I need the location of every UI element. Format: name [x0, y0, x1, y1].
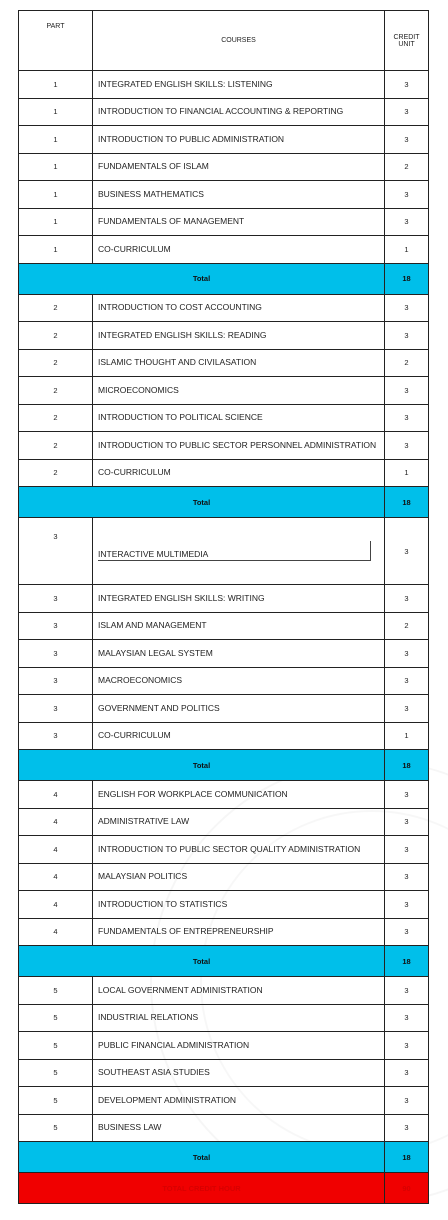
credit-cell: 3: [385, 1032, 429, 1060]
course-cell: [93, 181, 385, 209]
part-cell: 1: [19, 181, 93, 209]
part-cell: 1: [19, 153, 93, 181]
course-cell: [93, 836, 385, 864]
course-name: ENGLISH FOR WORKPLACE COMMUNICATION: [98, 788, 288, 799]
part-cell: 3: [19, 722, 93, 750]
header-credit-unit: [385, 11, 429, 71]
table-row: [19, 459, 429, 487]
table-row: [19, 918, 429, 946]
credit-cell: 3: [385, 71, 429, 99]
credit-cell: 3: [385, 1004, 429, 1032]
grand-total-label: TOTAL CREDIT HOUR: [19, 1173, 385, 1204]
total-label: Total: [19, 946, 385, 977]
total-row: [19, 1142, 429, 1173]
part-cell: 2: [19, 432, 93, 460]
credit-cell: 3: [385, 98, 429, 126]
course-cell: [93, 98, 385, 126]
credit-cell: 3: [385, 404, 429, 432]
course-cell: [93, 640, 385, 668]
credit-cell: 3: [385, 836, 429, 864]
credit-cell: 3: [385, 432, 429, 460]
course-name: MALAYSIAN LEGAL SYSTEM: [98, 647, 213, 658]
part-cell: 5: [19, 1114, 93, 1142]
credit-cell: 3: [385, 863, 429, 891]
course-name: SOUTHEAST ASIA STUDIES: [98, 1067, 210, 1078]
part-cell: 4: [19, 808, 93, 836]
part-cell: 5: [19, 1059, 93, 1087]
table-row: [19, 891, 429, 919]
course-name: INTRODUCTION TO PUBLIC ADMINISTRATION: [98, 133, 285, 144]
part-cell: 1: [19, 71, 93, 99]
total-credit: 18: [385, 263, 429, 294]
course-name: INTRODUCTION TO STATISTICS: [98, 898, 228, 909]
table-row: [19, 612, 429, 640]
course-name: ADMINISTRATIVE LAW: [98, 816, 190, 827]
course-cell: [93, 891, 385, 919]
course-cell: [93, 1114, 385, 1142]
course-cell: [93, 918, 385, 946]
course-name: INTERACTIVE MULTIMEDIA: [98, 541, 371, 561]
credit-cell: 3: [385, 918, 429, 946]
total-label: Total: [19, 1142, 385, 1173]
table-row: [19, 322, 429, 350]
part-cell: 2: [19, 294, 93, 322]
course-cell: [93, 695, 385, 723]
course-cell: [93, 459, 385, 487]
credit-cell: 1: [385, 459, 429, 487]
course-name: CO-CURRICULUM: [98, 467, 171, 478]
credit-cell: 1: [385, 236, 429, 264]
course-cell: [93, 1004, 385, 1032]
table-row: [19, 640, 429, 668]
credit-cell: 3: [385, 208, 429, 236]
total-credit: 18: [385, 487, 429, 518]
part-cell: 4: [19, 863, 93, 891]
table-row: [19, 1032, 429, 1060]
header-credit-line1: CREDIT: [393, 33, 420, 41]
part-cell: 3: [19, 667, 93, 695]
course-name: MICROECONOMICS: [98, 384, 179, 395]
part-cell: 2: [19, 404, 93, 432]
credit-cell: 3: [385, 126, 429, 154]
course-name: FUNDAMENTALS OF ISLAM: [98, 161, 209, 172]
table-row: [19, 98, 429, 126]
course-name: INTRODUCTION TO PUBLIC SECTOR PERSONNEL ADMINISTRATION: [98, 439, 377, 450]
course-cell: [93, 153, 385, 181]
part-cell: 3: [19, 585, 93, 613]
course-name: INDUSTRIAL RELATIONS: [98, 1012, 199, 1023]
table-row: [19, 126, 429, 154]
grand-total-credit: 90: [385, 1173, 429, 1204]
course-name: INTRODUCTION TO COST ACCOUNTING: [98, 302, 262, 313]
credit-cell: 2: [385, 153, 429, 181]
part-cell: 3: [19, 695, 93, 723]
total-credit: 18: [385, 946, 429, 977]
credit-table: [18, 10, 429, 1204]
course-name: ISLAMIC THOUGHT AND CIVILASATION: [98, 357, 257, 368]
header-credit-line2: UNIT: [398, 40, 415, 48]
part-cell: 4: [19, 891, 93, 919]
course-cell: [93, 1032, 385, 1060]
table-row: [19, 518, 429, 585]
course-name: LOCAL GOVERNMENT ADMINISTRATION: [98, 984, 263, 995]
grand-total-row: [19, 1173, 429, 1204]
table-row: [19, 585, 429, 613]
part-cell: 4: [19, 781, 93, 809]
course-name: DEVELOPMENT ADMINISTRATION: [98, 1094, 237, 1105]
total-credit: 18: [385, 1142, 429, 1173]
part-cell: 5: [19, 1087, 93, 1115]
course-name: ISLAM AND MANAGEMENT: [98, 620, 207, 631]
course-name: PUBLIC FINANCIAL ADMINISTRATION: [98, 1039, 250, 1050]
credit-cell: 3: [385, 1087, 429, 1115]
course-cell: [93, 722, 385, 750]
course-name: INTEGRATED ENGLISH SKILLS: WRITING: [98, 592, 265, 603]
total-label: Total: [19, 263, 385, 294]
table-row: [19, 377, 429, 405]
part-cell: 2: [19, 349, 93, 377]
course-name: GOVERNMENT AND POLITICS: [98, 702, 220, 713]
course-name: INTEGRATED ENGLISH SKILLS: READING: [98, 329, 267, 340]
credit-cell: 2: [385, 612, 429, 640]
part-cell: 4: [19, 918, 93, 946]
part-cell: 2: [19, 377, 93, 405]
header-courses: COURSES: [93, 11, 385, 71]
part-cell: 1: [19, 98, 93, 126]
part-cell: 1: [19, 236, 93, 264]
course-cell: [93, 1059, 385, 1087]
course-cell: [93, 781, 385, 809]
course-cell: [93, 432, 385, 460]
table-row: [19, 1114, 429, 1142]
credit-cell: 2: [385, 349, 429, 377]
part-cell: 5: [19, 1004, 93, 1032]
credit-cell: 3: [385, 181, 429, 209]
course-name: INTRODUCTION TO FINANCIAL ACCOUNTING & REPORTING: [98, 106, 344, 117]
table-row: [19, 181, 429, 209]
table-row: [19, 836, 429, 864]
course-name: INTEGRATED ENGLISH SKILLS: LISTENING: [98, 78, 273, 89]
total-row: [19, 487, 429, 518]
header-row: [19, 11, 429, 71]
course-cell: [93, 612, 385, 640]
table-row: [19, 404, 429, 432]
credit-cell: 3: [385, 1114, 429, 1142]
credit-cell: 3: [385, 377, 429, 405]
credit-cell: 3: [385, 640, 429, 668]
course-name: MALAYSIAN POLITICS: [98, 871, 188, 882]
course-cell: [93, 236, 385, 264]
part-cell: 3: [19, 612, 93, 640]
course-cell: [93, 208, 385, 236]
course-cell: [93, 322, 385, 350]
part-cell: 5: [19, 1032, 93, 1060]
table-row: [19, 71, 429, 99]
credit-cell: 3: [385, 322, 429, 350]
course-cell: [93, 667, 385, 695]
course-cell: [93, 126, 385, 154]
credit-cell: 3: [385, 585, 429, 613]
course-name: BUSINESS MATHEMATICS: [98, 188, 204, 199]
course-cell: [93, 518, 385, 585]
course-cell: [93, 977, 385, 1005]
table-row: [19, 667, 429, 695]
table-row: [19, 208, 429, 236]
total-row: [19, 946, 429, 977]
credit-cell: 3: [385, 781, 429, 809]
course-cell: [93, 71, 385, 99]
table-row: [19, 1087, 429, 1115]
course-cell: [93, 294, 385, 322]
credit-cell: 3: [385, 977, 429, 1005]
table-row: [19, 153, 429, 181]
table-row: [19, 695, 429, 723]
course-name: BUSINESS LAW: [98, 1122, 162, 1133]
course-name: FUNDAMENTALS OF MANAGEMENT: [98, 216, 245, 227]
course-cell: [93, 808, 385, 836]
table-row: [19, 236, 429, 264]
total-label: Total: [19, 750, 385, 781]
table-row: [19, 781, 429, 809]
part-cell: 3: [19, 518, 93, 585]
header-part: PART: [19, 11, 93, 71]
part-cell: 5: [19, 977, 93, 1005]
course-name: CO-CURRICULUM: [98, 730, 171, 741]
part-cell: 3: [19, 640, 93, 668]
table-row: [19, 977, 429, 1005]
part-cell: 1: [19, 126, 93, 154]
table-body: [19, 71, 429, 1204]
course-name: INTRODUCTION TO POLITICAL SCIENCE: [98, 412, 263, 423]
course-cell: [93, 863, 385, 891]
credit-cell: 1: [385, 722, 429, 750]
course-name: FUNDAMENTALS OF ENTREPRENEURSHIP: [98, 926, 274, 937]
part-cell: 2: [19, 459, 93, 487]
credit-cell: 3: [385, 667, 429, 695]
course-name: INTRODUCTION TO PUBLIC SECTOR QUALITY ADMINISTRATION: [98, 843, 361, 854]
table-row: [19, 1004, 429, 1032]
credit-cell: 3: [385, 518, 429, 585]
credit-cell: 3: [385, 808, 429, 836]
course-name: CO-CURRICULUM: [98, 243, 171, 254]
part-cell: 1: [19, 208, 93, 236]
table-row: [19, 432, 429, 460]
course-cell: [93, 1087, 385, 1115]
credit-cell: 3: [385, 294, 429, 322]
credit-cell: 3: [385, 695, 429, 723]
course-cell: [93, 349, 385, 377]
course-cell: [93, 585, 385, 613]
table-row: [19, 349, 429, 377]
total-credit: 18: [385, 750, 429, 781]
course-cell: [93, 404, 385, 432]
course-cell: [93, 377, 385, 405]
table-row: [19, 722, 429, 750]
part-cell: 2: [19, 322, 93, 350]
credit-cell: 3: [385, 891, 429, 919]
credit-cell: 3: [385, 1059, 429, 1087]
total-row: [19, 263, 429, 294]
table-row: [19, 294, 429, 322]
table-row: [19, 808, 429, 836]
total-row: [19, 750, 429, 781]
table-row: [19, 1059, 429, 1087]
course-name: MACROECONOMICS: [98, 675, 183, 686]
total-label: Total: [19, 487, 385, 518]
part-cell: 4: [19, 836, 93, 864]
table-row: [19, 863, 429, 891]
